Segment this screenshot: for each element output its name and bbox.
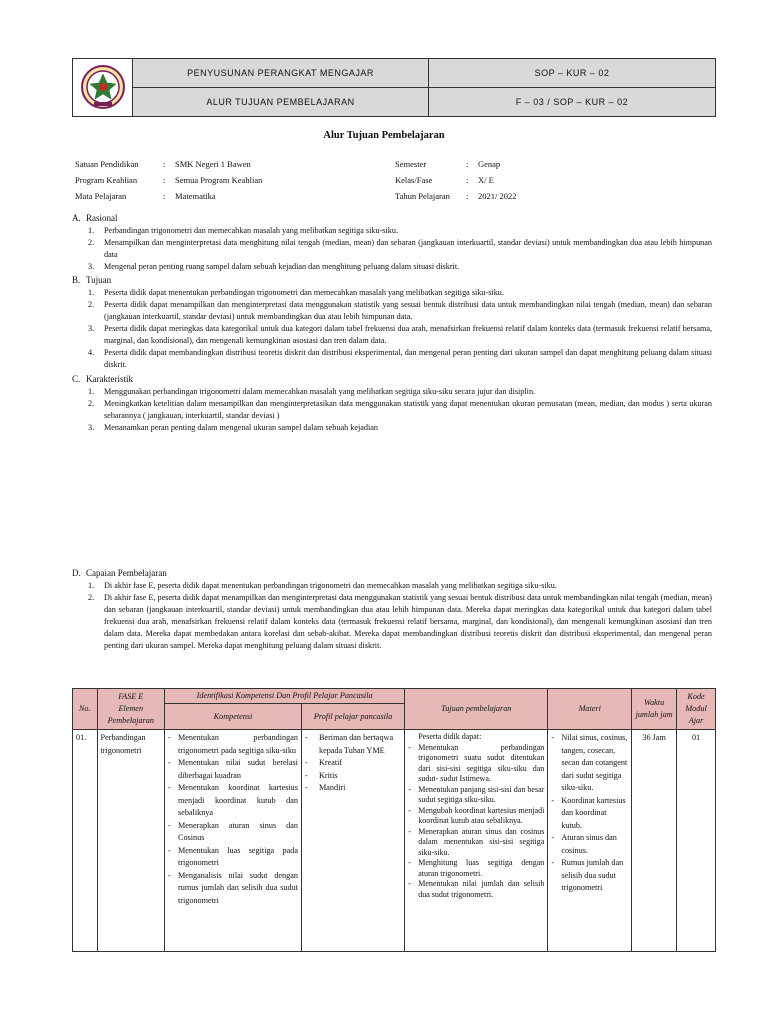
section-title: Capaian Pembelajaran <box>86 568 167 578</box>
meta-key: Tahun Pelajaran <box>395 191 450 201</box>
list-item: - Kritis <box>304 770 338 780</box>
school-emblem-icon <box>78 64 128 110</box>
header-fase: FASE E Elemen Pembelajaran <box>97 689 164 730</box>
meta-row: Mata Pelajaran : Matematika <box>75 188 262 204</box>
list-item: 1. Di akhir fase E, peserta didik dapat menentukan perbandingan trigonometri dan memecahkan masalah yang melibatkan segitiga siku-siku. <box>88 581 557 590</box>
section-letter: D. <box>72 568 81 578</box>
section-title: Karakteristik <box>86 374 133 384</box>
list-item: 1. Menggunakan perbandingan trigonometri dalam memecahkan masalah yang melibatkan segitiga siku-siku secara jujur dan disiplin. <box>88 387 536 396</box>
tujuan-intro: Peserta didik dapat: <box>418 732 482 741</box>
list-item: - Menentukan perbandingan trigonometri pada segitiga siku-siku <box>168 733 298 755</box>
list-item: 2. Peserta didik dapat menampilkan dan menginterpretasi data menggunakan statistik yang sesuai bentuk distribusi data untuk membandingkan nilai tengah (median, mean) dan sebaran (jangkauan interkuartil, standar deviasi) untuk membandingkan dua atau lebih himpunan data. <box>88 300 712 321</box>
list-item: - Aturan sinus dan cosinus. <box>551 833 617 855</box>
list-item: - Menentukan perbandingan trigonometri suatu sudut ditentukan dari sisi-sisi segitiga siku-siku dan sudut- sudut Istimewa. <box>408 742 545 783</box>
meta-left <box>75 156 262 204</box>
atp-table <box>72 688 716 952</box>
list-item: - Menerapkan aturan sinus dan Cosinus <box>168 820 298 842</box>
cell-materi <box>548 730 632 952</box>
list-item: - Kreatif <box>304 758 343 767</box>
list-item: - Menentukan nilai sudut berelasi diberbagai kuadran <box>168 758 298 780</box>
header-code-2: F – 03 / SOP – KUR – 02 <box>429 88 716 117</box>
meta-value: SMK Negeri 1 Bawen <box>175 159 251 169</box>
list-item: 3. Menanamkan peran penting dalam mengenal ukuran sampel dalam sebuah kejadian <box>88 423 378 432</box>
logo-cell <box>73 59 133 117</box>
meta-row: Semester : Genap <box>395 156 517 172</box>
meta-row: Tahun Pelajaran : 2021/ 2022 <box>395 188 517 204</box>
section-rasional <box>72 212 712 273</box>
meta-key: Program Keahlian <box>75 175 138 185</box>
list-item: 3. Mengenal peran penting ruang sampel dalam sebuah kejadian dan menghitung peluang dalam situasi diskrit. <box>88 262 460 271</box>
list-item: - Nilai sinus, cosinus, tangen, cosecan, secan dan cotangent dari sudut segitiga siku-siku. <box>551 733 628 792</box>
document-title: Alur Tujuan Pembelajaran <box>323 130 445 141</box>
section-title: Tujuan <box>86 275 112 285</box>
meta-key: Semester <box>395 159 427 169</box>
document-header <box>72 58 716 117</box>
list-item: - Menganalisis nilai sudut dengan rumus jumlah dan selisih dua sudut trigonometri <box>168 870 298 905</box>
list-item: - Menentukan koordinat kartesius menjadi koordinat kutub dan sebaliknya <box>168 783 298 817</box>
list-item: - Menentukan luas segitiga pada trigonometri <box>168 845 298 867</box>
cell-elemen: Perbandingan trigonometri <box>97 730 164 952</box>
list-item: 4. Peserta didik dapat membandingkan distribusi teoretis diskrit dan distribusi eksperimental, dan mengenal peran penting dari ukuran sampel dan dapat menghitung peluang dalam situasi diskrit. <box>88 348 712 369</box>
list-item: - Menentukan nilai jumlah dan selisih dua sudut trigonometri. <box>408 879 545 899</box>
section-letter: A. <box>72 213 81 223</box>
header-kompetensi: Kompetensi <box>165 704 302 730</box>
cell-profil <box>301 730 404 952</box>
cell-kompetensi <box>165 730 302 952</box>
meta-value: Matematika <box>175 191 216 201</box>
meta-right <box>395 156 517 204</box>
cell-tujuan <box>405 730 548 952</box>
list-item: - Beriman dan bertaqwa kepada Tuhan YME <box>304 733 394 755</box>
section-letter: C. <box>72 374 81 384</box>
list-item: - Mandiri <box>304 783 346 792</box>
cell-kode: 01 <box>677 730 716 952</box>
list-item: - Koordinat kartesius dan koordinat kutub. <box>551 795 626 830</box>
list-item: - Mengubah koordinat kartesius menjadi koordinat kutub atau sebaliknya. <box>408 805 545 825</box>
meta-value: Semua Program Keahlian <box>175 175 263 185</box>
list-item: - Menentukan panjang sisi-sisi dan besar sudut segitiga siku-siku. <box>408 784 545 804</box>
header-identifikasi: Identifikasi Kompetensi Dan Profil Pelajar Pancasila <box>165 689 405 704</box>
list-item: 2. Menampilkan dan menginterpretasi data menghitung nilai tengah (median, mean) dan sebaran (jangkauan interkuartil, standar deviasi) untuk membandingkan dua atau lebih himpunan data <box>88 238 712 259</box>
meta-row: Kelas/Fase : X/ E <box>395 172 517 188</box>
section-letter: B. <box>72 275 81 285</box>
table-row <box>73 730 716 952</box>
header-tujuan: Tujuan pembelajaran <box>405 689 548 730</box>
section-karakteristik <box>72 373 712 434</box>
meta-value: X/ E <box>478 175 494 185</box>
header-title-2: ALUR TUJUAN PEMBELAJARAN <box>133 88 429 117</box>
list-item: 2. Di akhir fase E, peserta didik dapat menampilkan dan menginterpretasi data menggunakan statistik yang sesuai bentuk distribusi data untuk membandingkan nilai tengah (median, mean) dan sebaran (jangkauan interkuartil, standar deviasi) untuk membandingkan dua atau lebih himpunan data. Mereka dapat meringkas data kategorikal untuk dua kategori dalam tabel frekuensi dua arah, menafsirkan frekuensi relatif dalam konteks data (termasuk frekuensi relatif bersama, marginal, dan kondisional), dan mengenali kemungkinan asosiasi dan tren dalam data. Mereka dapat membedakan antara korelasi dan sebab-akibat. Mereka dapat membandingkan distribusi teoretis diskrit dan distribusi eksperimental, dan mengenal peran penting dari ukuran sampel. Mereka dapat menghitung peluang dalam situasi diskrit. <box>88 593 712 650</box>
header-no: No. <box>73 689 98 730</box>
header-kode: Kode Modul Ajar <box>677 689 716 730</box>
list-item: - Menerapkan aturan sinus dan cosinus dalam menentukan sisi-sisi segitiga siku-siku. <box>408 826 545 857</box>
meta-key: Mata Pelajaran <box>75 191 127 201</box>
list-item: 1. Peserta didik dapat menentukan perbandingan trigonometri dan memecahkan masalah yang melibatkan segitiga siku-siku. <box>88 288 504 297</box>
header-waktu: Waktu jumlah jam <box>632 689 677 730</box>
meta-key: Kelas/Fase <box>395 175 433 185</box>
cell-waktu: 36 Jam <box>632 730 677 952</box>
header-profil: Profil pelajar pancasila <box>301 704 404 730</box>
meta-key: Satuan Pendidikan <box>75 159 139 169</box>
section-title: Rasional <box>86 213 118 223</box>
meta-value: 2021/ 2022 <box>478 191 517 201</box>
meta-value: Genap <box>478 159 501 169</box>
list-item: 3. Peserta didik dapat meringkas data kategorikal untuk dua kategori dalam tabel frekuensi dua arah, menafsirkan frekuensi relatif dalam konteks data (termasuk frekuensi relatif bersama, marginal, dan kondisional), dan mengenali kemungkinan asosiasi dan tren dalam data. <box>88 324 712 345</box>
list-item: 1. Perbandingan trigonometri dan memecahkan masalah yang melibatkan segitiga siku-siku. <box>88 226 398 235</box>
header-materi: Materi <box>548 689 632 730</box>
header-title-1: PENYUSUNAN PERANGKAT MENGAJAR <box>133 59 429 88</box>
list-item: - Rumus jumlah dan selisih dua sudut trigonometri <box>551 858 624 892</box>
section-tujuan <box>72 274 712 371</box>
list-item: - Menghitung luas segitiga dengan aturan trigonometri. <box>408 858 545 878</box>
section-capaian <box>72 567 712 652</box>
cell-no: 01. <box>73 730 98 952</box>
header-code-1: SOP – KUR – 02 <box>429 59 716 88</box>
list-item: 2. Meningkatkan ketelitian dalam menampilkan dan menginterpretasikan data menggunakan statistik yang dapat menentukan ukuran pemusatan (mean, median, dan modus ) serta ukuran sebarannya ( jangkauan, interkuartil, standar deviasi ) <box>88 399 712 420</box>
meta-row: Satuan Pendidikan : SMK Negeri 1 Bawen <box>75 156 262 172</box>
meta-row: Program Keahlian : Semua Program Keahlian <box>75 172 262 188</box>
